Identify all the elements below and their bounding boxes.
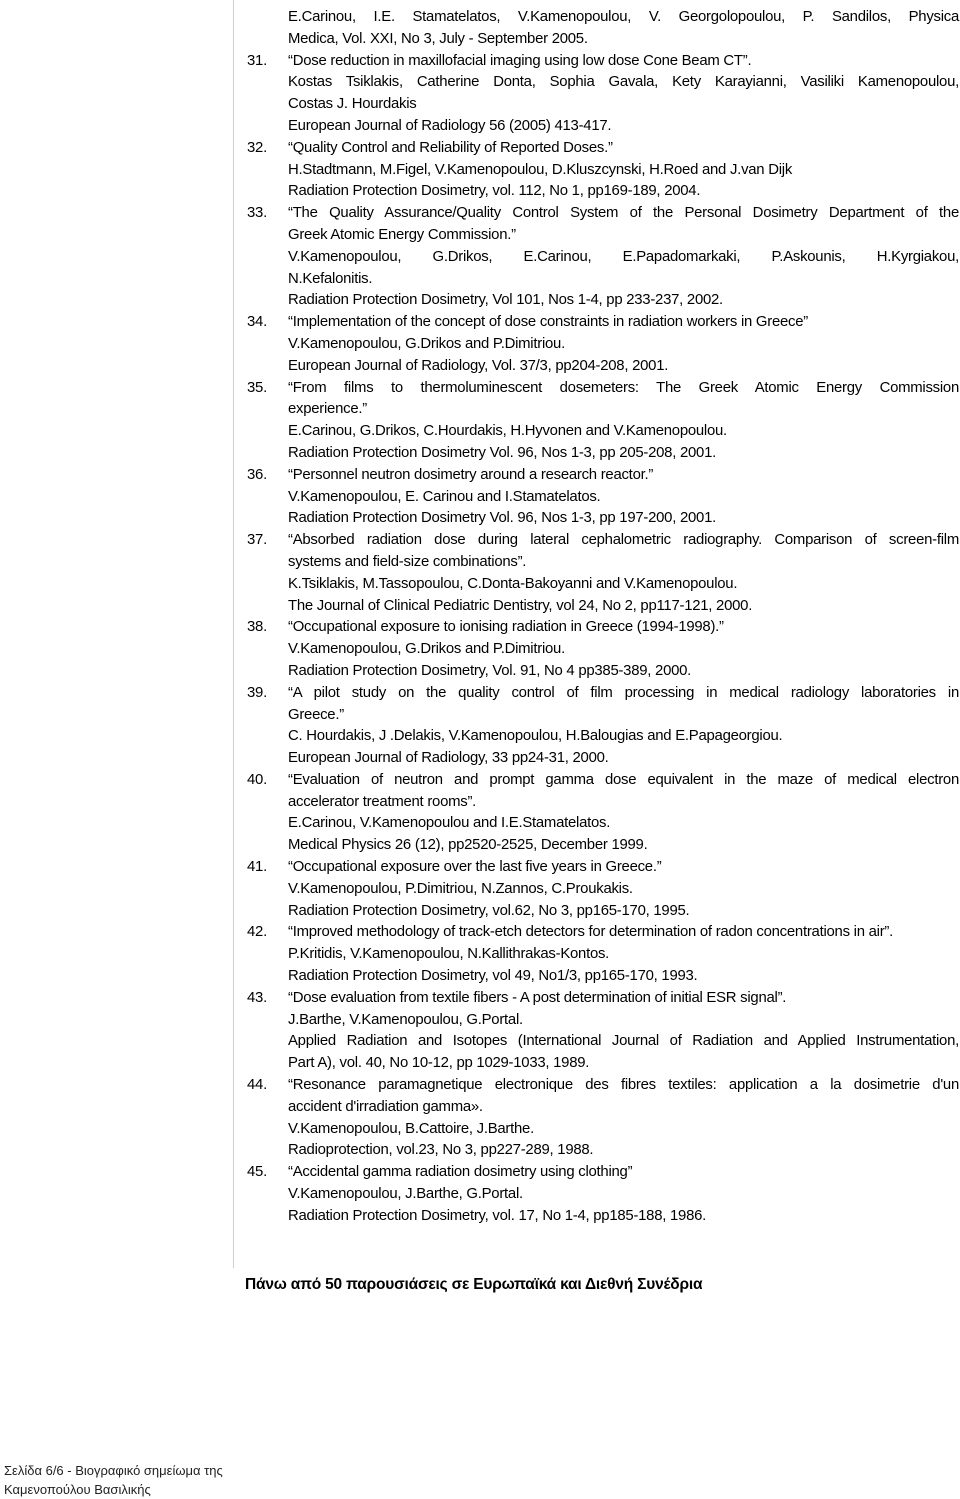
publication-line: Radiation Protection Dosimetry Vol. 96, Nos 1-3, pp 197-200, 2001. bbox=[288, 510, 716, 527]
publication-line: “Improved methodology of track-etch detectors for determination of radon concentrations in air”. bbox=[288, 924, 894, 941]
publication-line: K.Tsiklakis, M.Tassopoulou, C.Donta-Bakoyanni and V.Kamenopoulou. bbox=[288, 575, 738, 592]
publication-line: V.Kamenopoulou, B.Cattoire, J.Barthe. bbox=[288, 1120, 534, 1137]
publication-entry bbox=[247, 988, 959, 1075]
page-footer-line-1: Σελίδα 6/6 - Βιογραφικό σημείωμα της bbox=[4, 1463, 223, 1478]
publication-number: 41. bbox=[247, 859, 267, 876]
publication-line: “Occupational exposure to ionising radiation in Greece (1994-1998).” bbox=[288, 619, 724, 636]
publication-line: “Accidental gamma radiation dosimetry using clothing” bbox=[288, 1164, 633, 1181]
publication-line: The Journal of Clinical Pediatric Dentistry, vol 24, No 2, pp117-121, 2000. bbox=[288, 597, 753, 614]
publication-body bbox=[288, 203, 959, 312]
publication-entry bbox=[247, 530, 959, 617]
publication-number: 37. bbox=[247, 532, 267, 549]
publication-entry bbox=[247, 51, 959, 138]
publication-entry bbox=[247, 7, 959, 51]
publication-entry bbox=[247, 378, 959, 465]
publication-number: 43. bbox=[247, 989, 267, 1006]
publication-body bbox=[288, 312, 959, 377]
publication-number: 31. bbox=[247, 52, 267, 69]
publication-entry bbox=[247, 1162, 959, 1227]
publication-entry bbox=[247, 922, 959, 987]
publication-body bbox=[288, 922, 959, 987]
publication-line: accident d'irradiation gamma». bbox=[288, 1098, 483, 1115]
publication-number: 36. bbox=[247, 466, 267, 483]
publication-line: N.Kefalonitis. bbox=[288, 270, 373, 287]
publication-line: J.Barthe, V.Kamenopoulou, G.Portal. bbox=[288, 1011, 523, 1028]
publication-body bbox=[288, 7, 959, 51]
publication-line: “Dose evaluation from textile fibers - A post determination of initial ESR signal”. bbox=[288, 989, 787, 1006]
publication-entry bbox=[247, 857, 959, 922]
publication-entry bbox=[247, 617, 959, 682]
publication-body bbox=[288, 617, 959, 682]
publication-line: V.Kamenopoulou, G.Drikos, E.Carinou, E.Papadomarkaki, P.Askounis, H.Kyrgiakou, bbox=[288, 248, 959, 265]
publication-body bbox=[288, 857, 959, 922]
publication-line: Medical Physics 26 (12), pp2520-2525, December 1999. bbox=[288, 837, 648, 854]
publication-entry bbox=[247, 203, 959, 312]
publication-line: European Journal of Radiology, 33 pp24-31, 2000. bbox=[288, 750, 609, 767]
publication-line: “The Quality Assurance/Quality Control System of the Personal Dosimetry Department of the bbox=[288, 205, 959, 222]
publication-line: Radiation Protection Dosimetry Vol. 96, Nos 1-3, pp 205-208, 2001. bbox=[288, 444, 716, 461]
publication-line: Applied Radiation and Isotopes (International Journal of Radiation and Applied Instrumentation, bbox=[288, 1033, 959, 1050]
publication-entry bbox=[247, 1075, 959, 1162]
publication-line: “Quality Control and Reliability of Reported Doses.” bbox=[288, 139, 613, 156]
publication-number: 45. bbox=[247, 1164, 267, 1181]
publication-line: V.Kamenopoulou, G.Drikos and P.Dimitriou. bbox=[288, 641, 565, 658]
publication-body bbox=[288, 530, 959, 617]
publication-line: “Occupational exposure over the last five years in Greece.” bbox=[288, 859, 662, 876]
page-footer bbox=[4, 1461, 223, 1499]
publication-number: 39. bbox=[247, 684, 267, 701]
publication-line: “Evaluation of neutron and prompt gamma dose equivalent in the maze of medical electron bbox=[288, 771, 959, 788]
publication-body bbox=[288, 51, 959, 138]
publication-line: Radiation Protection Dosimetry, vol 49, No1/3, pp165-170, 1993. bbox=[288, 968, 698, 985]
publication-body bbox=[288, 138, 959, 203]
publication-line: Costas J. Hourdakis bbox=[288, 96, 417, 113]
publication-line: E.Carinou, V.Kamenopoulou and I.E.Stamatelatos. bbox=[288, 815, 611, 832]
page-footer-line-2: Καμενοπούλου Βασιλικής bbox=[4, 1482, 151, 1497]
publication-line: V.Kamenopoulou, P.Dimitriou, N.Zannos, C.Proukakis. bbox=[288, 880, 633, 897]
publication-line: Radiation Protection Dosimetry, vol. 17, No 1-4, pp185-188, 1986. bbox=[288, 1207, 707, 1224]
publication-body bbox=[288, 770, 959, 857]
publication-line: Kostas Tsiklakis, Catherine Donta, Sophia Gavala, Kety Karayianni, Vasiliki Kamenopoulou, bbox=[288, 74, 959, 91]
publication-line: “A pilot study on the quality control of film processing in medical radiology laboratories in bbox=[288, 684, 959, 701]
publication-entry bbox=[247, 683, 959, 770]
publication-list bbox=[247, 7, 959, 1228]
publication-number: 42. bbox=[247, 924, 267, 941]
publication-line: H.Stadtmann, M.Figel, V.Kamenopoulou, D.Kluszcynski, H.Roed and J.van Dijk bbox=[288, 161, 793, 178]
publication-line: Radiation Protection Dosimetry, Vol. 91, No 4 pp385-389, 2000. bbox=[288, 662, 692, 679]
publication-line: “Personnel neutron dosimetry around a research reactor.” bbox=[288, 466, 654, 483]
publication-number: 32. bbox=[247, 139, 267, 156]
section-heading: Πάνω από 50 παρουσιάσεις σε Ευρωπαϊκά και Διεθνή Συνέδρια bbox=[245, 1276, 703, 1293]
publication-line: Radiation Protection Dosimetry, vol. 112, No 1, pp169-189, 2004. bbox=[288, 183, 701, 200]
publication-line: European Journal of Radiology, Vol. 37/3, pp204-208, 2001. bbox=[288, 357, 669, 374]
publication-line: Greece.” bbox=[288, 706, 344, 723]
publication-line: V.Kamenopoulou, E. Carinou and I.Stamatelatos. bbox=[288, 488, 601, 505]
publication-entry bbox=[247, 312, 959, 377]
publication-line: “Dose reduction in maxillofacial imaging using low dose Cone Beam CT”. bbox=[288, 52, 752, 69]
publication-body bbox=[288, 1162, 959, 1227]
publication-entry bbox=[247, 465, 959, 530]
publication-line: “From films to thermoluminescent dosemeters: The Greek Atomic Energy Commission bbox=[288, 379, 959, 396]
publication-line: experience.” bbox=[288, 401, 367, 418]
publication-line: Radioprotection, vol.23, No 3, pp227-289, 1988. bbox=[288, 1142, 594, 1159]
publication-line: “Implementation of the concept of dose constraints in radiation workers in Greece” bbox=[288, 314, 808, 331]
publication-body bbox=[288, 1075, 959, 1162]
publication-line: Greek Atomic Energy Commission.” bbox=[288, 226, 516, 243]
publication-number: 40. bbox=[247, 771, 267, 788]
publication-line: “Absorbed radiation dose during lateral cephalometric radiography. Comparison of screen-film bbox=[288, 532, 959, 549]
publication-number: 33. bbox=[247, 205, 267, 222]
publication-number: 35. bbox=[247, 379, 267, 396]
publication-body bbox=[288, 465, 959, 530]
publication-line: V.Kamenopoulou, G.Drikos and P.Dimitriou. bbox=[288, 335, 565, 352]
publication-line: systems and field-size combinations”. bbox=[288, 553, 527, 570]
publication-line: Medica, Vol. XXI, No 3, July - September 2005. bbox=[288, 30, 588, 47]
publication-line: V.Kamenopoulou, J.Barthe, G.Portal. bbox=[288, 1186, 523, 1203]
publication-line: E.Carinou, I.E. Stamatelatos, V.Kamenopoulou, V. Georgolopoulou, P. Sandilos, Physica bbox=[288, 9, 959, 25]
publication-line: European Journal of Radiology 56 (2005) 413-417. bbox=[288, 117, 612, 134]
publication-line: P.Kritidis, V.Kamenopoulou, N.Kallithrakas-Kontos. bbox=[288, 946, 610, 963]
publication-number: 34. bbox=[247, 314, 267, 331]
publication-line: “Resonance paramagnetique electronique des fibres textiles: application a la dosimetrie d'un bbox=[288, 1077, 959, 1094]
publication-line: accelerator treatment rooms”. bbox=[288, 793, 477, 810]
publication-entry bbox=[247, 770, 959, 857]
publication-number: 38. bbox=[247, 619, 267, 636]
publication-line: Part A), vol. 40, No 10-12, pp 1029-1033, 1989. bbox=[288, 1055, 590, 1072]
publication-entry bbox=[247, 138, 959, 203]
publication-line: E.Carinou, G.Drikos, C.Hourdakis, H.Hyvonen and V.Kamenopoulou. bbox=[288, 423, 727, 440]
publication-body bbox=[288, 683, 959, 770]
publication-line: Radiation Protection Dosimetry, vol.62, No 3, pp165-170, 1995. bbox=[288, 902, 690, 919]
margin-rule bbox=[233, 0, 234, 1268]
publication-line: C. Hourdakis, J .Delakis, V.Kamenopoulou, H.Balougias and E.Papageorgiou. bbox=[288, 728, 783, 745]
publication-body bbox=[288, 988, 959, 1075]
publication-body bbox=[288, 378, 959, 465]
publication-number: 44. bbox=[247, 1077, 267, 1094]
publication-line: Radiation Protection Dosimetry, Vol 101, Nos 1-4, pp 233-237, 2002. bbox=[288, 292, 723, 309]
